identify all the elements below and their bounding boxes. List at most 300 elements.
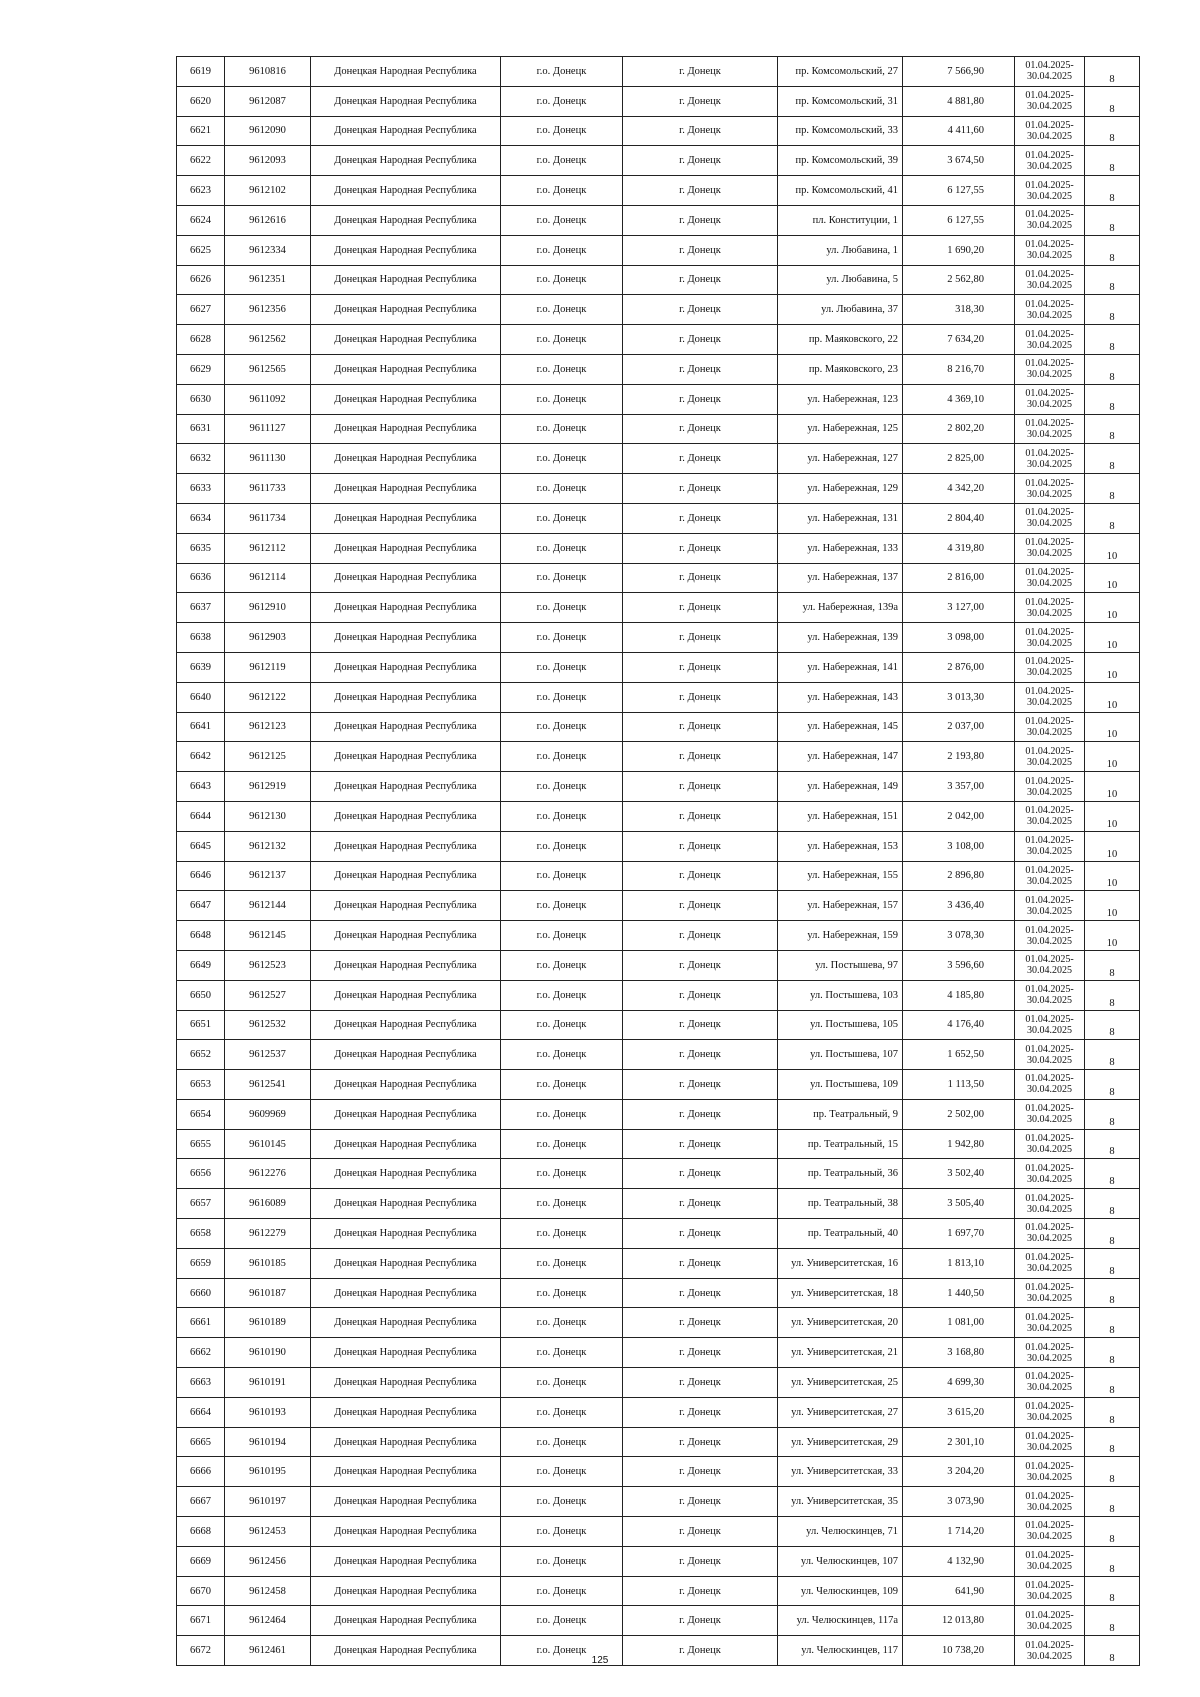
period-start: 01.04.2025- (1025, 894, 1074, 906)
city-cell: г. Донецк (623, 176, 778, 206)
address-cell: ул. Набережная, 125 (778, 414, 903, 444)
row-number-cell: 6624 (177, 205, 225, 235)
municipality-cell: г.о. Донецк (501, 712, 623, 742)
row-number-cell: 6622 (177, 146, 225, 176)
address-cell: ул. Набережная, 151 (778, 801, 903, 831)
object-code-cell: 9610816 (225, 57, 311, 87)
period-end: 30.04.2025 (1027, 160, 1072, 172)
area-cell: 3 596,60 (903, 950, 1015, 980)
period-start: 01.04.2025- (1025, 805, 1074, 817)
object-code-cell: 9612919 (225, 772, 311, 802)
row-number-cell: 6660 (177, 1278, 225, 1308)
period-cell (1015, 176, 1085, 206)
address-cell: ул. Любавина, 37 (778, 295, 903, 325)
period-end: 30.04.2025 (1027, 1471, 1072, 1483)
address-cell: ул. Челюскинцев, 109 (778, 1576, 903, 1606)
row-number-cell: 6656 (177, 1159, 225, 1189)
row-number-cell: 6634 (177, 503, 225, 533)
object-code-cell: 9612114 (225, 563, 311, 593)
period-start: 01.04.2025- (1025, 596, 1074, 608)
table-row (177, 474, 1140, 504)
period-cell (1015, 1546, 1085, 1576)
count-cell: 8 (1085, 474, 1140, 504)
table-row (177, 1368, 1140, 1398)
period-end: 30.04.2025 (1027, 935, 1072, 947)
period-start: 01.04.2025- (1025, 1073, 1074, 1085)
row-number-cell: 6651 (177, 1010, 225, 1040)
city-cell: г. Донецк (623, 116, 778, 146)
municipality-cell: г.о. Донецк (501, 1219, 623, 1249)
region-cell: Донецкая Народная Республика (311, 921, 501, 951)
region-cell: Донецкая Народная Республика (311, 801, 501, 831)
city-cell: г. Донецк (623, 1189, 778, 1219)
region-cell: Донецкая Народная Республика (311, 1159, 501, 1189)
municipality-cell: г.о. Донецк (501, 831, 623, 861)
row-number-cell: 6642 (177, 742, 225, 772)
area-cell: 3 505,40 (903, 1189, 1015, 1219)
count-cell: 8 (1085, 1010, 1140, 1040)
table-row (177, 563, 1140, 593)
object-code-cell: 9612456 (225, 1546, 311, 1576)
period-start: 01.04.2025- (1025, 179, 1074, 191)
count-cell: 10 (1085, 593, 1140, 623)
municipality-cell: г.о. Донецк (501, 1546, 623, 1576)
city-cell: г. Донецк (623, 384, 778, 414)
count-cell: 10 (1085, 801, 1140, 831)
period-start: 01.04.2025- (1025, 656, 1074, 668)
object-code-cell: 9612119 (225, 652, 311, 682)
period-start: 01.04.2025- (1025, 358, 1074, 370)
period-cell (1015, 1040, 1085, 1070)
period-end: 30.04.2025 (1027, 965, 1072, 977)
count-cell: 8 (1085, 1070, 1140, 1100)
area-cell: 1 697,70 (903, 1219, 1015, 1249)
object-code-cell: 9612527 (225, 980, 311, 1010)
period-start: 01.04.2025- (1025, 1520, 1074, 1532)
municipality-cell: г.о. Донецк (501, 1606, 623, 1636)
row-number-cell: 6654 (177, 1099, 225, 1129)
region-cell: Донецкая Народная Республика (311, 652, 501, 682)
row-number-cell: 6653 (177, 1070, 225, 1100)
period-start: 01.04.2025- (1025, 417, 1074, 429)
period-start: 01.04.2025- (1025, 149, 1074, 161)
table-row (177, 921, 1140, 951)
table-row (177, 772, 1140, 802)
city-cell: г. Донецк (623, 682, 778, 712)
object-code-cell: 9612122 (225, 682, 311, 712)
period-start: 01.04.2025- (1025, 1133, 1074, 1145)
period-end: 30.04.2025 (1027, 1591, 1072, 1603)
municipality-cell: г.о. Донецк (501, 1248, 623, 1278)
row-number-cell: 6629 (177, 354, 225, 384)
area-cell: 3 436,40 (903, 891, 1015, 921)
area-cell: 3 615,20 (903, 1397, 1015, 1427)
period-start: 01.04.2025- (1025, 268, 1074, 280)
table-row (177, 1576, 1140, 1606)
city-cell: г. Донецк (623, 1159, 778, 1189)
period-start: 01.04.2025- (1025, 1639, 1074, 1651)
city-cell: г. Донецк (623, 1546, 778, 1576)
table-row (177, 891, 1140, 921)
address-cell: пр. Театральный, 15 (778, 1129, 903, 1159)
period-end: 30.04.2025 (1027, 995, 1072, 1007)
municipality-cell: г.о. Донецк (501, 474, 623, 504)
region-cell: Донецкая Народная Республика (311, 1427, 501, 1457)
object-code-cell: 9612910 (225, 593, 311, 623)
period-start: 01.04.2025- (1025, 388, 1074, 400)
period-start: 01.04.2025- (1025, 686, 1074, 698)
address-cell: ул. Постышева, 97 (778, 950, 903, 980)
city-cell: г. Донецк (623, 533, 778, 563)
object-code-cell: 9612461 (225, 1636, 311, 1666)
municipality-cell: г.о. Донецк (501, 1338, 623, 1368)
area-cell: 318,30 (903, 295, 1015, 325)
period-cell (1015, 1189, 1085, 1219)
period-cell (1015, 146, 1085, 176)
address-cell: ул. Университетская, 21 (778, 1338, 903, 1368)
table-row (177, 1427, 1140, 1457)
region-cell: Донецкая Народная Республика (311, 1248, 501, 1278)
area-cell: 3 502,40 (903, 1159, 1015, 1189)
period-start: 01.04.2025- (1025, 60, 1074, 72)
row-number-cell: 6646 (177, 861, 225, 891)
object-code-cell: 9609969 (225, 1099, 311, 1129)
area-cell: 3 127,00 (903, 593, 1015, 623)
object-code-cell: 9610190 (225, 1338, 311, 1368)
area-cell: 1 942,80 (903, 1129, 1015, 1159)
period-end: 30.04.2025 (1027, 339, 1072, 351)
city-cell: г. Донецк (623, 205, 778, 235)
period-cell (1015, 116, 1085, 146)
area-cell: 3 073,90 (903, 1487, 1015, 1517)
period-end: 30.04.2025 (1027, 1382, 1072, 1394)
city-cell: г. Донецк (623, 1219, 778, 1249)
count-cell: 8 (1085, 57, 1140, 87)
count-cell: 8 (1085, 1636, 1140, 1666)
area-cell: 4 319,80 (903, 533, 1015, 563)
period-start: 01.04.2025- (1025, 1401, 1074, 1413)
period-start: 01.04.2025- (1025, 1490, 1074, 1502)
object-code-cell: 9610194 (225, 1427, 311, 1457)
area-cell: 3 168,80 (903, 1338, 1015, 1368)
period-start: 01.04.2025- (1025, 1580, 1074, 1592)
object-code-cell: 9612532 (225, 1010, 311, 1040)
municipality-cell: г.о. Донецк (501, 950, 623, 980)
region-cell: Донецкая Народная Республика (311, 533, 501, 563)
municipality-cell: г.о. Донецк (501, 86, 623, 116)
area-cell: 4 411,60 (903, 116, 1015, 146)
count-cell: 8 (1085, 1278, 1140, 1308)
city-cell: г. Донецк (623, 1070, 778, 1100)
region-cell: Донецкая Народная Республика (311, 1278, 501, 1308)
row-number-cell: 6661 (177, 1308, 225, 1338)
area-cell: 2 193,80 (903, 742, 1015, 772)
period-cell (1015, 325, 1085, 355)
region-cell: Донецкая Народная Республика (311, 1070, 501, 1100)
region-cell: Донецкая Народная Республика (311, 623, 501, 653)
count-cell: 8 (1085, 1606, 1140, 1636)
table-row (177, 742, 1140, 772)
period-start: 01.04.2025- (1025, 864, 1074, 876)
row-number-cell: 6626 (177, 265, 225, 295)
object-code-cell: 9612458 (225, 1576, 311, 1606)
period-cell (1015, 503, 1085, 533)
count-cell: 8 (1085, 1457, 1140, 1487)
municipality-cell: г.о. Донецк (501, 205, 623, 235)
object-code-cell: 9612093 (225, 146, 311, 176)
address-cell: ул. Университетская, 27 (778, 1397, 903, 1427)
object-code-cell: 9612537 (225, 1040, 311, 1070)
region-cell: Донецкая Народная Республика (311, 1546, 501, 1576)
area-cell: 6 127,55 (903, 176, 1015, 206)
area-cell: 4 132,90 (903, 1546, 1015, 1576)
count-cell: 8 (1085, 86, 1140, 116)
row-number-cell: 6644 (177, 801, 225, 831)
city-cell: г. Донецк (623, 1010, 778, 1040)
city-cell: г. Донецк (623, 86, 778, 116)
table-row (177, 235, 1140, 265)
period-cell (1015, 1487, 1085, 1517)
area-cell: 4 369,10 (903, 384, 1015, 414)
region-cell: Донецкая Народная Республика (311, 503, 501, 533)
period-start: 01.04.2025- (1025, 477, 1074, 489)
area-cell: 10 738,20 (903, 1636, 1015, 1666)
object-code-cell: 9611734 (225, 503, 311, 533)
count-cell: 8 (1085, 205, 1140, 235)
municipality-cell: г.о. Донецк (501, 1368, 623, 1398)
municipality-cell: г.о. Донецк (501, 414, 623, 444)
period-end: 30.04.2025 (1027, 458, 1072, 470)
table-row (177, 593, 1140, 623)
address-cell: пр. Театральный, 40 (778, 1219, 903, 1249)
period-start: 01.04.2025- (1025, 566, 1074, 578)
region-cell: Донецкая Народная Республика (311, 1099, 501, 1129)
period-start: 01.04.2025- (1025, 775, 1074, 787)
object-code-cell: 9612132 (225, 831, 311, 861)
period-cell (1015, 1457, 1085, 1487)
municipality-cell: г.о. Донецк (501, 682, 623, 712)
city-cell: г. Донецк (623, 1517, 778, 1547)
row-number-cell: 6650 (177, 980, 225, 1010)
row-number-cell: 6631 (177, 414, 225, 444)
address-cell: ул. Университетская, 33 (778, 1457, 903, 1487)
count-cell: 10 (1085, 921, 1140, 951)
municipality-cell: г.о. Донецк (501, 891, 623, 921)
municipality-cell: г.о. Донецк (501, 1487, 623, 1517)
count-cell: 8 (1085, 1487, 1140, 1517)
period-start: 01.04.2025- (1025, 239, 1074, 251)
area-cell: 7 634,20 (903, 325, 1015, 355)
count-cell: 8 (1085, 1159, 1140, 1189)
address-cell: ул. Набережная, 159 (778, 921, 903, 951)
row-number-cell: 6668 (177, 1517, 225, 1547)
table-row (177, 1040, 1140, 1070)
area-cell: 1 690,20 (903, 235, 1015, 265)
period-cell (1015, 652, 1085, 682)
count-cell: 8 (1085, 1576, 1140, 1606)
municipality-cell: г.о. Донецк (501, 1397, 623, 1427)
period-start: 01.04.2025- (1025, 1550, 1074, 1562)
table-row (177, 712, 1140, 742)
region-cell: Донецкая Народная Республика (311, 682, 501, 712)
period-end: 30.04.2025 (1027, 190, 1072, 202)
city-cell: г. Донецк (623, 1487, 778, 1517)
area-cell: 4 881,80 (903, 86, 1015, 116)
count-cell: 8 (1085, 146, 1140, 176)
area-cell: 1 714,20 (903, 1517, 1015, 1547)
city-cell: г. Донецк (623, 861, 778, 891)
period-cell (1015, 235, 1085, 265)
period-end: 30.04.2025 (1027, 428, 1072, 440)
row-number-cell: 6636 (177, 563, 225, 593)
city-cell: г. Донецк (623, 354, 778, 384)
municipality-cell: г.о. Донецк (501, 57, 623, 87)
object-code-cell: 9612144 (225, 891, 311, 921)
address-cell: ул. Университетская, 25 (778, 1368, 903, 1398)
object-code-cell: 9611733 (225, 474, 311, 504)
count-cell: 8 (1085, 1368, 1140, 1398)
city-cell: г. Донецк (623, 146, 778, 176)
region-cell: Донецкая Народная Республика (311, 414, 501, 444)
municipality-cell: г.о. Донецк (501, 146, 623, 176)
period-cell (1015, 1338, 1085, 1368)
municipality-cell: г.о. Донецк (501, 176, 623, 206)
period-end: 30.04.2025 (1027, 875, 1072, 887)
period-end: 30.04.2025 (1027, 1114, 1072, 1126)
object-code-cell: 9612102 (225, 176, 311, 206)
address-cell: ул. Постышева, 107 (778, 1040, 903, 1070)
period-cell (1015, 712, 1085, 742)
row-number-cell: 6659 (177, 1248, 225, 1278)
region-cell: Донецкая Народная Республика (311, 474, 501, 504)
object-code-cell: 9612562 (225, 325, 311, 355)
municipality-cell: г.о. Донецк (501, 533, 623, 563)
city-cell: г. Донецк (623, 1427, 778, 1457)
table-row (177, 1248, 1140, 1278)
area-cell: 4 699,30 (903, 1368, 1015, 1398)
period-end: 30.04.2025 (1027, 756, 1072, 768)
region-cell: Донецкая Народная Республика (311, 980, 501, 1010)
area-cell: 2 804,40 (903, 503, 1015, 533)
count-cell: 8 (1085, 1099, 1140, 1129)
object-code-cell: 9612279 (225, 1219, 311, 1249)
data-table (176, 56, 1140, 1666)
period-start: 01.04.2025- (1025, 1609, 1074, 1621)
municipality-cell: г.о. Донецк (501, 325, 623, 355)
address-cell: ул. Набережная, 157 (778, 891, 903, 921)
period-start: 01.04.2025- (1025, 1103, 1074, 1115)
city-cell: г. Донецк (623, 980, 778, 1010)
area-cell: 6 127,55 (903, 205, 1015, 235)
address-cell: ул. Университетская, 16 (778, 1248, 903, 1278)
period-cell (1015, 891, 1085, 921)
period-cell (1015, 1368, 1085, 1398)
object-code-cell: 9610187 (225, 1278, 311, 1308)
region-cell: Донецкая Народная Республика (311, 1397, 501, 1427)
address-cell: ул. Набережная, 149 (778, 772, 903, 802)
table-row (177, 265, 1140, 295)
period-cell (1015, 772, 1085, 802)
period-cell (1015, 1517, 1085, 1547)
city-cell: г. Донецк (623, 1040, 778, 1070)
region-cell: Донецкая Народная Республика (311, 146, 501, 176)
period-cell (1015, 1219, 1085, 1249)
address-cell: пр. Комсомольский, 39 (778, 146, 903, 176)
period-end: 30.04.2025 (1027, 577, 1072, 589)
count-cell: 8 (1085, 325, 1140, 355)
period-end: 30.04.2025 (1027, 1084, 1072, 1096)
table-row (177, 1487, 1140, 1517)
period-end: 30.04.2025 (1027, 1561, 1072, 1573)
row-number-cell: 6645 (177, 831, 225, 861)
count-cell: 8 (1085, 295, 1140, 325)
count-cell: 8 (1085, 1546, 1140, 1576)
city-cell: г. Донецк (623, 1099, 778, 1129)
municipality-cell: г.о. Донецк (501, 116, 623, 146)
city-cell: г. Донецк (623, 772, 778, 802)
period-end: 30.04.2025 (1027, 1442, 1072, 1454)
period-end: 30.04.2025 (1027, 279, 1072, 291)
period-end: 30.04.2025 (1027, 130, 1072, 142)
object-code-cell: 9612145 (225, 921, 311, 951)
row-number-cell: 6662 (177, 1338, 225, 1368)
municipality-cell: г.о. Донецк (501, 1576, 623, 1606)
period-end: 30.04.2025 (1027, 71, 1072, 83)
city-cell: г. Донецк (623, 414, 778, 444)
table-row (177, 1219, 1140, 1249)
area-cell: 4 342,20 (903, 474, 1015, 504)
object-code-cell: 9612276 (225, 1159, 311, 1189)
period-end: 30.04.2025 (1027, 548, 1072, 560)
table-row (177, 205, 1140, 235)
object-code-cell: 9612112 (225, 533, 311, 563)
count-cell: 8 (1085, 1129, 1140, 1159)
table-row (177, 831, 1140, 861)
area-cell: 1 081,00 (903, 1308, 1015, 1338)
region-cell: Донецкая Народная Республика (311, 86, 501, 116)
period-start: 01.04.2025- (1025, 328, 1074, 340)
table-row (177, 682, 1140, 712)
period-start: 01.04.2025- (1025, 954, 1074, 966)
address-cell: ул. Университетская, 29 (778, 1427, 903, 1457)
municipality-cell: г.о. Донецк (501, 1159, 623, 1189)
table-row (177, 414, 1140, 444)
address-cell: ул. Набережная, 139 (778, 623, 903, 653)
area-cell: 1 652,50 (903, 1040, 1015, 1070)
period-start: 01.04.2025- (1025, 835, 1074, 847)
period-end: 30.04.2025 (1027, 1293, 1072, 1305)
period-start: 01.04.2025- (1025, 209, 1074, 221)
period-start: 01.04.2025- (1025, 745, 1074, 757)
city-cell: г. Донецк (623, 891, 778, 921)
region-cell: Донецкая Народная Республика (311, 1487, 501, 1517)
region-cell: Донецкая Народная Республика (311, 1189, 501, 1219)
period-cell (1015, 1576, 1085, 1606)
region-cell: Донецкая Народная Республика (311, 1308, 501, 1338)
area-cell: 2 876,00 (903, 652, 1015, 682)
area-cell: 3 108,00 (903, 831, 1015, 861)
period-end: 30.04.2025 (1027, 518, 1072, 530)
period-cell (1015, 1010, 1085, 1040)
object-code-cell: 9610193 (225, 1397, 311, 1427)
period-start: 01.04.2025- (1025, 626, 1074, 638)
count-cell: 10 (1085, 772, 1140, 802)
object-code-cell: 9612356 (225, 295, 311, 325)
count-cell: 8 (1085, 265, 1140, 295)
address-cell: ул. Набережная, 143 (778, 682, 903, 712)
city-cell: г. Донецк (623, 1368, 778, 1398)
address-cell: ул. Набережная, 123 (778, 384, 903, 414)
